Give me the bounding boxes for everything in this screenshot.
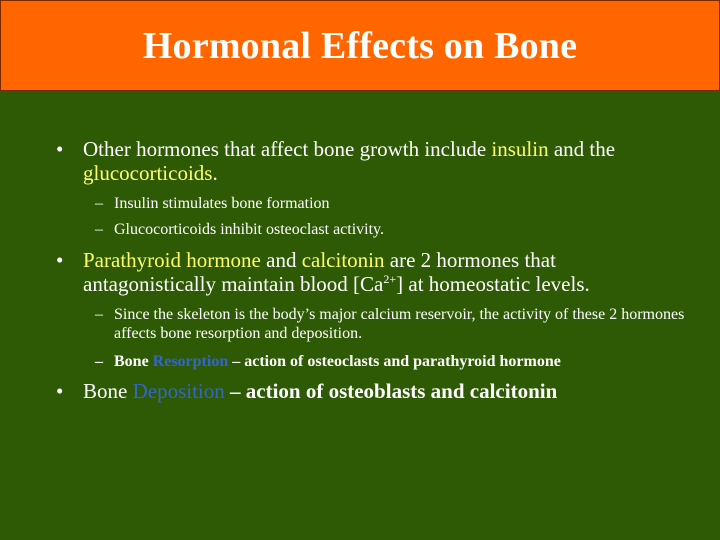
bullet-marker: •: [56, 248, 64, 272]
text-run: Bone: [83, 379, 133, 403]
superscript-charge: 2+: [383, 272, 397, 286]
slide-title: Hormonal Effects on Bone: [142, 24, 578, 67]
term-calcitonin: calcitonin: [301, 248, 385, 272]
term-parathyroid-hormone: Parathyroid hormone: [83, 248, 261, 272]
bullet-bone-deposition: [56, 379, 676, 403]
sub-bullet-skeleton-reservoir: [95, 305, 685, 343]
sub-bullet-text: Since the skeleton is the body’s major calcium reservoir, the activity of these 2 hormones affects bone resorption and deposition.: [114, 306, 685, 342]
sub-bullet-glucocorticoids: [95, 220, 685, 239]
bullet-text: [83, 248, 676, 296]
sub-bullet-marker: –: [95, 195, 103, 212]
title-bar: [0, 0, 720, 91]
term-deposition: Deposition: [132, 379, 225, 403]
slide-content: [0, 89, 720, 540]
text-run: Bone: [114, 353, 153, 370]
bullet-pth-calcitonin: [56, 248, 676, 296]
term-resorption: Resorption: [152, 353, 229, 370]
text-run: – action of osteoblasts and calcitonin: [224, 379, 558, 403]
text-run: ] at homeostatic levels.: [396, 272, 590, 296]
bullet-marker: •: [56, 137, 64, 161]
bullet-other-hormones: [56, 137, 676, 185]
bullet-marker: •: [56, 379, 64, 403]
text-run: Other hormones that affect bone growth include: [83, 137, 492, 161]
sub-bullet-marker: –: [95, 306, 103, 323]
term-glucocorticoids: glucocorticoids: [83, 161, 213, 185]
sub-bullet-bone-resorption: [95, 352, 685, 371]
text-run: are 2 hormones that antagonistically maintain blood [Ca: [83, 248, 556, 296]
bullet-text: [83, 137, 676, 185]
text-run: – action of osteoclasts and parathyroid hormone: [228, 353, 561, 370]
text-run: and the: [548, 137, 616, 161]
sub-bullet-marker: –: [95, 221, 103, 238]
sub-bullet-insulin: [95, 194, 685, 213]
sub-bullet-text: [114, 352, 685, 371]
text-run: .: [212, 161, 218, 185]
sub-bullet-text: Insulin stimulates bone formation: [114, 195, 330, 212]
sub-bullet-marker: –: [95, 353, 103, 370]
sub-bullet-text: Glucocorticoids inhibit osteoclast activity.: [114, 221, 385, 238]
bullet-text: [83, 379, 676, 403]
text-run: and: [260, 248, 302, 272]
term-insulin: insulin: [491, 137, 549, 161]
